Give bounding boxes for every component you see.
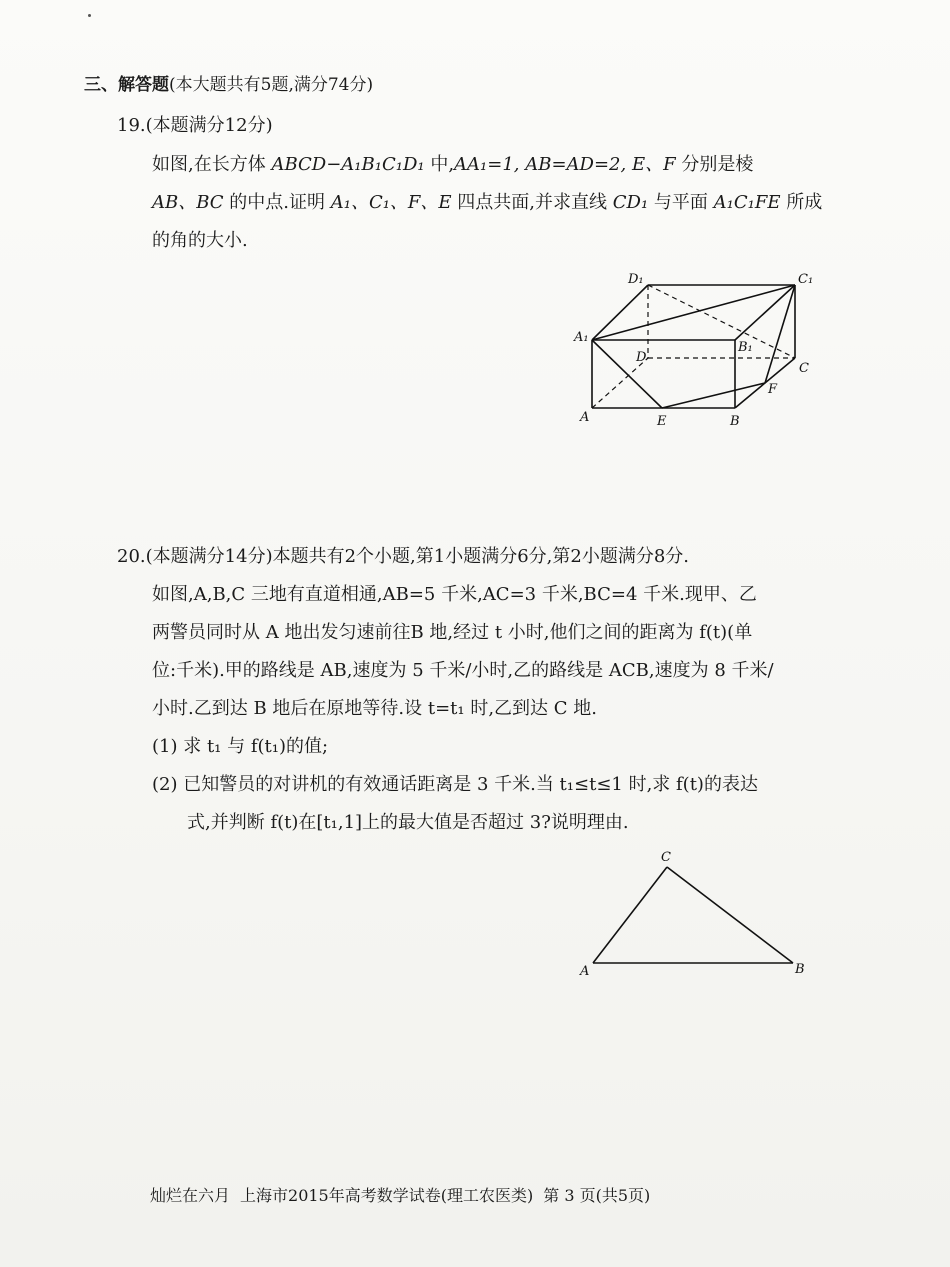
q20-line-3: 位:千米).甲的路线是 AB,速度为 5 千米/小时,乙的路线是 ACB,速度为 8 千米/	[152, 660, 774, 681]
q19-math: ABCD−A₁B₁C₁D₁	[271, 154, 425, 175]
hidden-edge-ad	[592, 358, 648, 408]
label-c: C	[799, 361, 809, 376]
label-b: B	[730, 414, 740, 429]
section-note: (本大题共有5题,满分74分)	[169, 75, 374, 95]
label-d1: D₁	[628, 272, 644, 287]
q19-math: AB、BC	[152, 192, 224, 213]
q19-text: 中,	[424, 154, 455, 175]
q19-text: 的中点.证明	[223, 192, 331, 213]
section-header	[84, 73, 373, 97]
q20-header	[117, 545, 689, 569]
q19-line-2	[152, 191, 822, 215]
q19-math: CD₁	[612, 192, 649, 213]
q20-subquestion-1: (1) 求 t₁ 与 f(t₁)的值;	[152, 736, 329, 757]
label-f: F	[768, 382, 778, 397]
side-cb	[667, 867, 793, 963]
section-title: 三、解答题	[84, 75, 169, 95]
q20-subquestion-2b: 式,并判断 f(t)在[t₁,1]上的最大值是否超过 3?说明理由.	[187, 812, 629, 833]
q19-text: 所成	[780, 192, 823, 213]
q19-cuboid-figure	[570, 268, 820, 433]
q19-number: 19.	[117, 115, 146, 136]
footer-page: 第 3 页(共5页)	[543, 1186, 651, 1205]
page-footer	[150, 1183, 660, 1206]
label-b: B	[795, 962, 805, 977]
label-c: C	[661, 850, 671, 865]
q20-line-1: 如图,A,B,C 三地有直道相通,AB=5 千米,AC=3 千米,BC=4 千米.现甲、乙	[152, 584, 757, 605]
scan-speck	[88, 14, 91, 17]
label-b1: B₁	[738, 340, 753, 355]
q20-line-4: 小时.乙到达 B 地后在原地等待.设 t=t₁ 时,乙到达 C 地.	[152, 698, 597, 719]
q20-number: 20.	[117, 546, 146, 567]
q20-triangle-figure	[575, 845, 815, 980]
q19-line-3	[152, 229, 248, 253]
q19-header	[117, 114, 273, 138]
q19-text: 分别是棱	[675, 154, 754, 175]
label-a1: A₁	[574, 330, 589, 345]
label-c1: C₁	[798, 272, 814, 287]
footer-left: 灿烂在六月	[150, 1186, 231, 1205]
q20-subquestion-2a: (2) 已知警员的对讲机的有效通话距离是 3 千米.当 t₁≤t≤1 时,求 f(t)的表达	[152, 774, 758, 795]
q19-text: 与平面	[648, 192, 714, 213]
q19-text: 四点共面,并求直线	[451, 192, 613, 213]
q19-math: AA₁=1, AB=AD=2, E、F	[454, 154, 676, 175]
segment-a1e	[592, 340, 662, 408]
q19-text: 的角的大小.	[152, 230, 248, 251]
hidden-segment-cd1	[648, 285, 795, 358]
label-a: A	[580, 410, 590, 425]
footer-title: 上海市2015年高考数学试卷(理工农医类)	[240, 1186, 534, 1205]
q19-line-1	[152, 153, 753, 177]
q19-score: (本题满分12分)	[145, 115, 273, 136]
side-ac	[593, 867, 667, 963]
q19-math: A₁C₁FE	[713, 192, 781, 213]
q20-intro: (本题满分14分)本题共有2个小题,第1小题满分6分,第2小题满分8分.	[145, 546, 690, 567]
label-d: D	[636, 350, 647, 365]
q20-line-2: 两警员同时从 A 地出发匀速前往B 地,经过 t 小时,他们之间的距离为 f(t)(单	[152, 622, 753, 643]
q19-text: 如图,在长方体	[152, 154, 272, 175]
q19-math: A₁、C₁、F、E	[330, 192, 452, 213]
label-a: A	[580, 964, 590, 979]
label-e: E	[657, 414, 667, 429]
